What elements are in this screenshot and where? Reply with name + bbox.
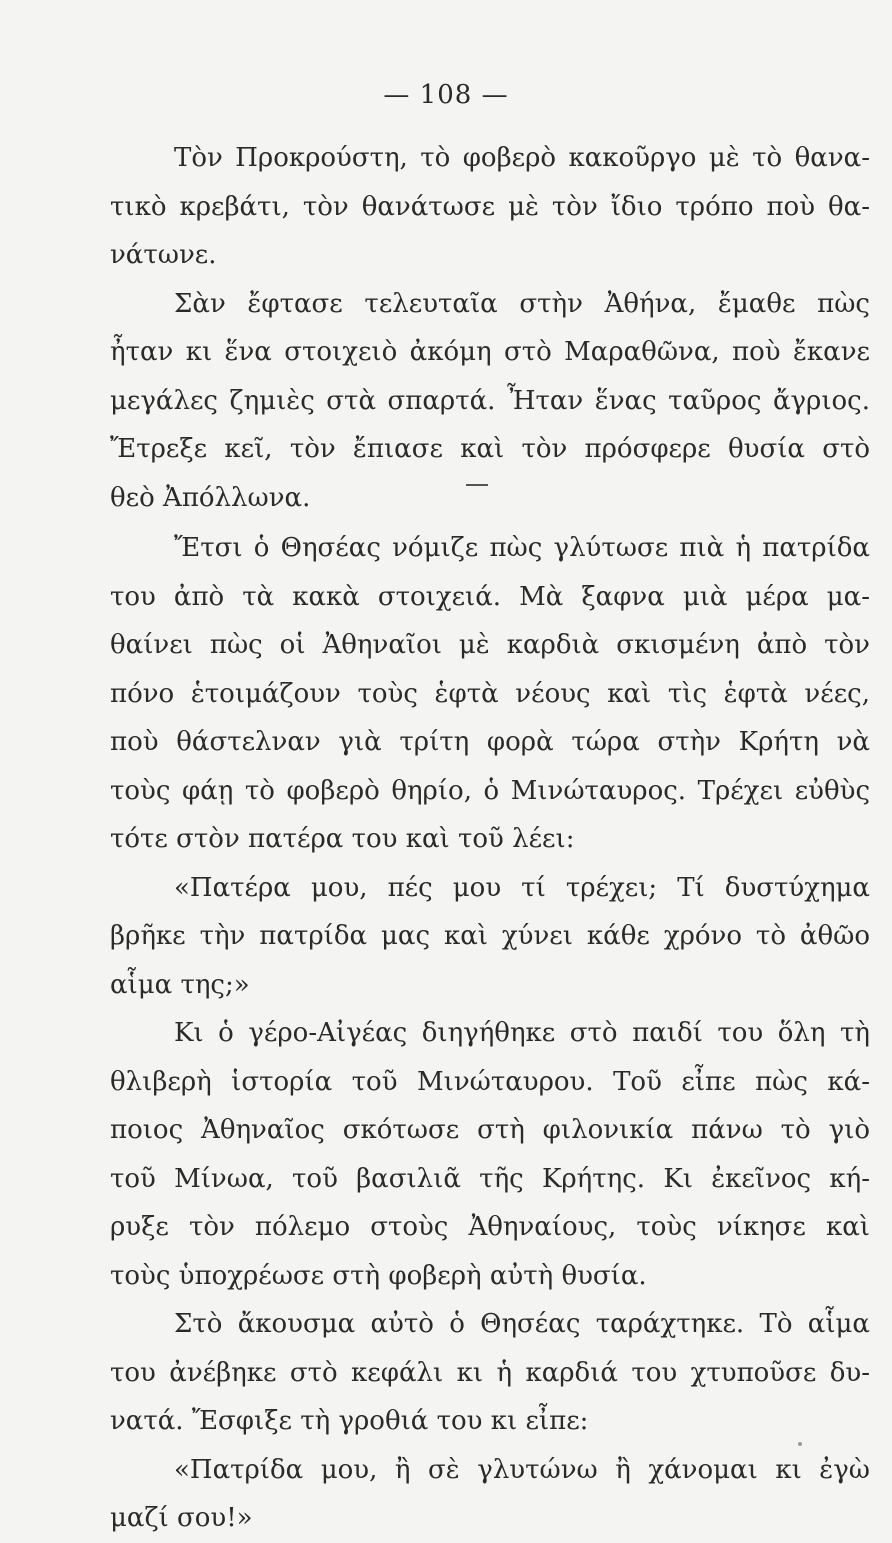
text-line: του ἀνέβηκε στὸ κεφάλι κι ἡ καρδιά του χτυποῦσε δυ- <box>110 1357 870 1388</box>
text-line: αἷμα της;» <box>110 969 250 1000</box>
text-block-1 <box>110 134 870 522</box>
text-line: τοὺς ὑποχρέωσε στὴ φοβερὴ αὐτὴ θυσία. <box>110 1260 647 1291</box>
text-block-2 <box>110 524 870 1543</box>
text-line: τότε στὸν πατέρα του καὶ τοῦ λέει: <box>110 824 575 854</box>
section-divider <box>466 484 488 486</box>
text-line: τοῦ Μίνωα, τοῦ βασιλιᾶ τῆς Κρήτης. Κι ἐκεῖνος κή- <box>110 1163 870 1194</box>
text-line: θεὸ Ἀπόλλωνα. <box>110 482 311 513</box>
page-number: — 108 — <box>383 80 509 110</box>
text-line: ποιος Ἀθηναῖος σκότωσε στὴ φιλονικία πάνω τὸ γιὸ <box>110 1115 870 1145</box>
text-line: «Πατρίδα μου, ἢ σὲ γλυτώνω ἢ χάνομαι κι ἐγὼ <box>174 1454 870 1485</box>
text-line: μεγάλες ζημιὲς στὰ σπαρτά. Ἦταν ἕνας ταῦρος ἄγριος. <box>110 385 870 416</box>
text-line: ποὺ θάστελναν γιὰ τρίτη φορὰ τώρα στὴν Κρήτη νὰ <box>110 727 870 757</box>
ink-speck <box>798 1442 802 1446</box>
text-line: τικὸ κρεβάτι, τὸν θανάτωσε μὲ τὸν ἴδιο τρόπο ποὺ θα- <box>110 191 870 222</box>
text-line: «Πατέρα μου, πές μου τί τρέχει; Τί δυστύχημα <box>174 872 870 903</box>
text-line: νατά. Ἔσφιξε τὴ γροθιά του κι εἶπε: <box>110 1406 589 1436</box>
text-line: Τὸν Προκρούστη, τὸ φοβερὸ κακοῦργο μὲ τὸ θανα- <box>174 143 870 173</box>
text-line: Στὸ ἄκουσμα αὐτὸ ὁ Θησέας ταράχτηκε. Τὸ αἷμα <box>174 1309 870 1339</box>
text-line: Ἔτσι ὁ Θησέας νόμιζε πὼς γλύτωσε πιὰ ἡ πατρίδα <box>174 533 870 563</box>
text-line: τοὺς φάῃ τὸ φοβερὸ θηρίο, ὁ Μινώταυρος. Τρέχει εὐθὺς <box>110 775 870 806</box>
text-line: βρῆκε τὴν πατρίδα μας καὶ χύνει κάθε χρόνο τὸ ἀθῶο <box>110 921 870 951</box>
text-line: νάτωνε. <box>110 240 217 270</box>
text-line: πόνο ἑτοιμάζουν τοὺς ἑφτὰ νέους καὶ τὶς ἑφτὰ νέες, <box>110 678 870 709</box>
text-line: Ἔτρεξε κεῖ, τὸν ἔπιασε καὶ τὸν πρόσφερε θυσία στὸ <box>110 434 870 464</box>
text-line: ρυξε τὸν πόλεμο στοὺς Ἀθηναίους, τοὺς νίκησε καὶ <box>110 1212 870 1242</box>
text-line: μαζί σου!» <box>110 1503 253 1533</box>
text-line: του ἀπὸ τὰ κακὰ στοιχειά. Μὰ ξαφνα μιὰ μέρα μα- <box>110 581 870 612</box>
text-line: θλιβερὴ ἱστορία τοῦ Μινώταυρου. Τοῦ εἶπε πὼς κά- <box>110 1066 870 1097</box>
text-line: Σὰν ἔφτασε τελευταῖα στὴν Ἀθήνα, ἔμαθε πὼς <box>174 288 870 319</box>
text-line: θαίνει πὼς οἱ Ἀθηναῖοι μὲ καρδιὰ σκισμένη ἀπὸ τὸν <box>110 630 870 660</box>
text-line: Κι ὁ γέρο-Αἰγέας διηγήθηκε στὸ παιδί του ὅλη τὴ <box>174 1018 870 1048</box>
text-line: ἦταν κι ἕνα στοιχειὸ ἀκόμη στὸ Μαραθῶνα, ποὺ ἔκανε <box>110 337 870 367</box>
